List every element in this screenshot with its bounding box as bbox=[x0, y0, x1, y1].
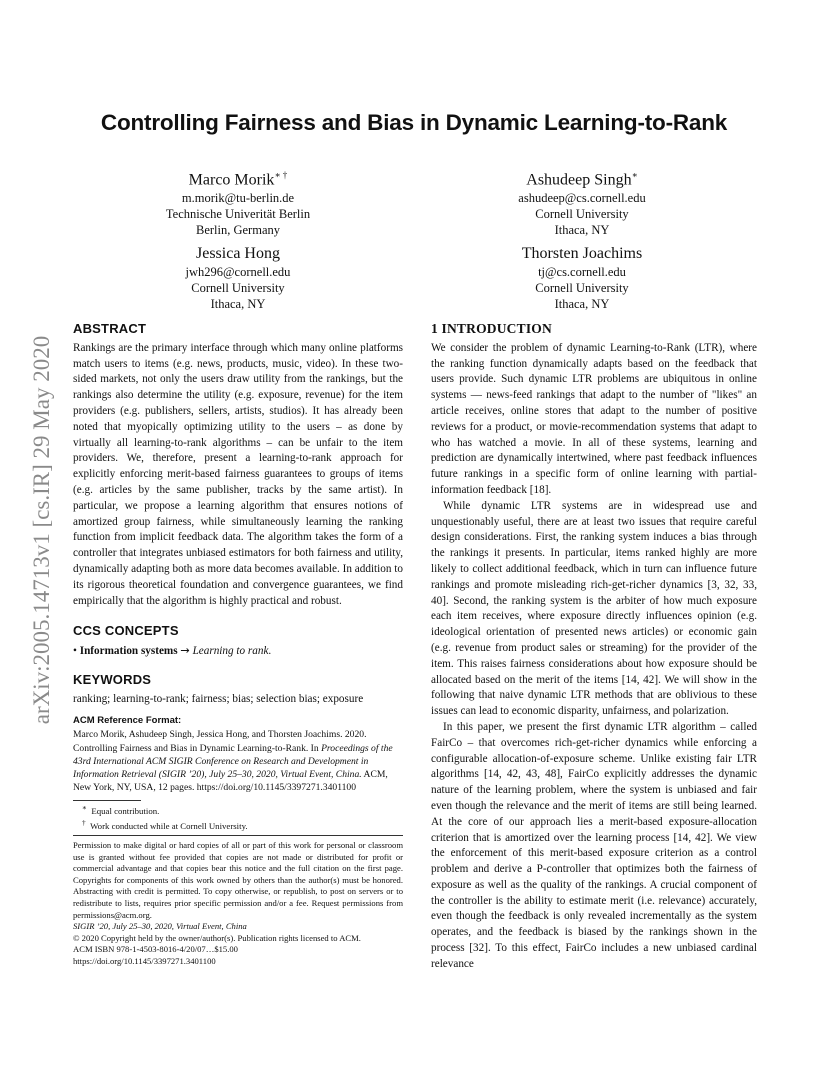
section-heading-introduction: 1 INTRODUCTION bbox=[431, 321, 552, 336]
intro-paragraph-2: While dynamic LTR systems are in widespread use and unquestionably useful, there are at least two issues that require careful design considerations. First, the ranking system induces a bias through the rankings it presents. In particular, items ranked highly are more likely to collect additional feedback, which in turn can influence future rankings and promote misleading rich-get-richer dynamics [3, 32, 33, 40]. Second, the ranking system is the arbiter of how much exposure each item receives, where exposure directly influences opinion (e.g. ideological orientation of presented news articles) or economic gain (e.g. revenue from product sales or streaming) for the provider of the item. This raises fairness considerations about how exposure should be allocated based on the merit of the items [14, 42]. We will show in the following that naive dynamic LTR methods that are oblivious to these issues can lead to economic disparity, unfairness, and polarization. bbox=[431, 499, 757, 718]
author-email: ashudeep@cs.cornell.edu bbox=[518, 191, 646, 206]
author-email: jwh296@cornell.edu bbox=[185, 265, 291, 279]
ccs-heading: CCS CONCEPTS bbox=[73, 623, 179, 639]
author-name: Ashudeep Singh bbox=[526, 171, 632, 189]
intro-paragraph-3: In this paper, we present the first dynamic LTR algorithm – called FairCo – that overcomes rich-get-richer dynamics while enforcing a configurable allocation-of-exposure scheme. Unlike existing fair LTR algorithms [14, 42, 43, 48], FairCo explicitly addresses the dynamic nature of the learning problem, where the system is unbiased and fair even though the relevance and the merit of items are still being learned. At the core of our approach lies a merit-based exposure-allocation criterion that is amortized over the learning process [14, 42]. We view the enforcement of this merit-based exposure criterion as a control problem and derive a P-controller that optimizes both the fairness of exposure as well as the quality of the rankings. A crucial component of the controller is the ability to estimate merit (i.e. relevance) accurately, even though the feedback is only revealed incrementally as the system operates, and the feedback is biased by the rankings shown in the process [32]. To this effect, FairCo includes a new unbiased cardinal relevance bbox=[431, 720, 757, 970]
author-block-3 bbox=[73, 244, 403, 312]
permission-text: Permission to make digital or hard copies of all or part of this work for personal or classroom use is granted without fee provided that copies are not made or distributed for profit or commercial advantage and that copies bear this notice and the full citation on the first page. Copyrights for components of this work owned by others than the author(s) must be honored. Abstracting with credit is permitted. To copy otherwise, or republish, to post on servers or to redistribute to lists, requires prior specific permission and/or a fee. Request permissions from permissions@acm.org. bbox=[73, 840, 403, 920]
author-block-2 bbox=[417, 165, 747, 238]
author-email: tj@cs.cornell.edu bbox=[538, 265, 626, 279]
right-column bbox=[431, 321, 757, 973]
author-block-4 bbox=[417, 244, 747, 312]
left-column bbox=[73, 321, 403, 794]
author-mark: ∗ bbox=[631, 170, 638, 180]
author-name: Thorsten Joachims bbox=[521, 245, 643, 262]
author-block-1 bbox=[73, 165, 403, 238]
footnote-1: ∗ Equal contribution. bbox=[82, 803, 160, 816]
author-email: m.morik@tu-berlin.de bbox=[181, 191, 295, 206]
abstract-text: Rankings are the primary interface through which many online platforms match users to items (e.g. news, products, music, video). In these two-sided markets, not only the users draw utility from the rankings, but the rankings also determine the utility (e.g. exposure, revenue) for the item providers (e.g. publishers, sellers, artists, studios). It has already been noted that myopically optimizing utility to the users – as done by virtually all learning-to-rank algorithms – can be unfair to the item providers. We, therefore, present a learning-to-rank approach for explicitly enforcing merit-based fairness guarantees to groups of items (e.g. articles by the same publisher, tracks by the same artist). In particular, we propose a learning algorithm that ensures notions of amortized group fairness, while simultaneously learning the ranking function from implicit feedback data. The algorithm takes the form of a controller that integrates unbiased estimators for both fairness and utility, dynamically adapting both as more data becomes available. In addition to its rigorous theoretical foundation and convergence guarantees, we find empirically that the algorithm is highly practical and robust. bbox=[73, 341, 403, 607]
ccs-subconcept: Learning to rank bbox=[192, 645, 269, 658]
abstract-heading: ABSTRACT bbox=[73, 321, 147, 336]
ccs-concept: Information systems bbox=[79, 645, 178, 658]
acm-reference-heading: ACM Reference Format: bbox=[73, 714, 182, 726]
author-name: Jessica Hong bbox=[196, 245, 280, 262]
footnote-2: † Work conducted while at Cornell University. bbox=[82, 817, 248, 831]
acm-reference-text: Marco Morik, Ashudeep Singh, Jessica Hong, and Thorsten Joachims. 2020. Controlling Fairness and Bias in Dynamic Learning-to-Rank. In Proceedings of the 43rd International ACM SIGIR Conference on Research and Development in Information Retrieval (SIGIR ’20), July 25–30, 2020, Virtual Event, China. ACM, New York, NY, USA, 12 pages. https://doi.org/10.1145/3397271.3401100 bbox=[73, 729, 393, 794]
permission-block bbox=[73, 835, 403, 968]
ccs-line: • Information systems → Learning to rank. bbox=[73, 644, 272, 658]
arrow-right-icon: → bbox=[180, 644, 190, 658]
conference-line: SIGIR ’20, July 25–30, 2020, Virtual Event, China bbox=[73, 921, 247, 932]
keywords-text: ranking; learning-to-rank; fairness; bias; selection bias; exposure bbox=[73, 692, 364, 705]
author-affiliation: Technische Univerität Berlin bbox=[165, 207, 311, 222]
footnote-rule bbox=[73, 800, 141, 801]
author-location: Ithaca, NY bbox=[554, 297, 610, 311]
intro-paragraph-1: We consider the problem of dynamic Learning-to-Rank (LTR), where the ranking function dynamically adapts based on the feedback that users provide. Such dynamic LTR problems are ubiquitous in online systems — news-feed rankings that adapt to the number of "likes" an article receives, online stores that adapt to the number of positive reviews for a product, or movie-recommendation systems that adapt to who has watched a movie. In all of these systems, learning and prediction are dynamically intertwined, where past feedback influences future rankings in a specific form of online learning with partial-information feedback [18]. bbox=[431, 341, 757, 496]
author-affiliation: Cornell University bbox=[191, 281, 285, 295]
keywords-heading: KEYWORDS bbox=[73, 671, 152, 687]
isbn-line: ACM ISBN 978-1-4503-8016-4/20/07…$15.00 bbox=[73, 944, 238, 955]
author-location: Ithaca, NY bbox=[554, 223, 610, 238]
author-affiliation: Cornell University bbox=[535, 207, 629, 222]
author-name: Marco Morik bbox=[188, 171, 275, 189]
copyright-line: © 2020 Copyright held by the owner/author(s). Publication rights licensed to ACM. bbox=[73, 932, 361, 943]
footnotes bbox=[82, 802, 402, 832]
author-location: Ithaca, NY bbox=[210, 297, 266, 311]
author-location: Berlin, Germany bbox=[195, 223, 280, 238]
author-affiliation: Cornell University bbox=[535, 281, 629, 295]
bullet: • bbox=[73, 645, 77, 658]
paper-title: Controlling Fairness and Bias in Dynamic Learning-to-Rank bbox=[100, 110, 728, 135]
author-mark: ∗ † bbox=[274, 170, 288, 180]
doi-link[interactable]: https://doi.org/10.1145/3397271.3401100 bbox=[73, 955, 216, 966]
